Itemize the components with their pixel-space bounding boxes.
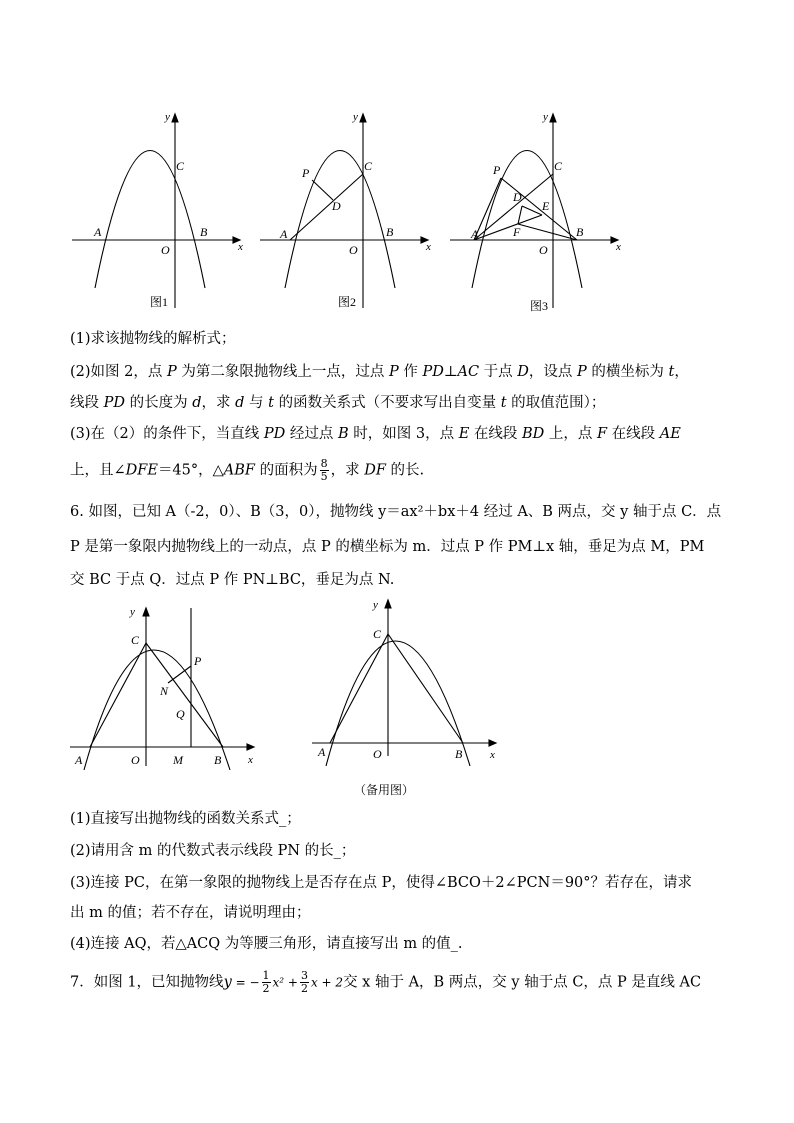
x-axis-arrow-icon (247, 744, 254, 750)
point-a-label: A (471, 227, 479, 241)
q6-sub1: (1)直接写出抛物线的函数关系式_； (70, 811, 301, 827)
segment-de (522, 206, 542, 215)
point-d-label: D (332, 199, 341, 213)
y-axis-arrow-icon (172, 114, 178, 122)
point-p-label: P (302, 166, 310, 180)
y-label: y (353, 111, 358, 123)
point-p-label: P (194, 654, 202, 668)
figure-q6-main (68, 600, 268, 775)
x-label: x (616, 241, 621, 253)
y-label: y (130, 606, 135, 618)
parabola (95, 151, 205, 289)
figure-2 (256, 108, 436, 318)
fraction-8-5: $\frac{8}{5}$ (320, 457, 328, 484)
origin-label: O (373, 747, 382, 761)
x-label: x (238, 241, 243, 253)
figure-1 (68, 108, 248, 318)
point-c-label: C (176, 159, 185, 173)
segment-pd (312, 180, 333, 200)
point-c-label: C (131, 633, 140, 647)
point-c-label: C (373, 627, 382, 641)
q6-sub3-line2: 出 m 的值；若不存在，请说明理由； (70, 905, 311, 921)
q6-line2: P 是第一象限内抛物线上的一动点，点 P 的横坐标为 m．过点 P 作 PM⊥x 轴，垂足为点 M，PM (70, 539, 705, 555)
point-b-label: B (576, 225, 584, 239)
figure-3 (446, 108, 626, 318)
point-m-label: M (173, 753, 183, 767)
figure-3-caption: 图3 (530, 299, 549, 313)
segment-ac (290, 174, 363, 240)
point-q-label: Q (176, 707, 185, 721)
segment-ca (330, 634, 388, 743)
figure-2-caption: 图2 (338, 295, 357, 309)
segment-df (518, 206, 522, 224)
point-f-label: F (513, 225, 521, 239)
y-label: y (373, 599, 378, 611)
segment-cb (388, 634, 463, 743)
fraction-1-2: $\frac{1}{2}$ (262, 969, 270, 996)
point-n-label: N (160, 684, 169, 698)
q5-part2-line1: (2)如图 2，点 P 为第二象限抛物线上一点，过点 P 作 PD⊥AC 于点 D，设点 P 的横坐标为 t， (70, 364, 689, 380)
point-a-label: A (75, 753, 83, 767)
point-c-label: C (364, 159, 373, 173)
parabola (326, 641, 470, 766)
point-a-label: A (94, 225, 102, 239)
fraction-3-2: $\frac{3}{2}$ (300, 969, 308, 996)
x-label: x (426, 241, 431, 253)
y-label: y (165, 111, 170, 123)
point-c-label: C (554, 159, 563, 173)
q6-line3: 交 BC 于点 Q．过点 P 作 PN⊥BC，垂足为点 N. (70, 572, 395, 588)
x-axis-arrow-icon (489, 740, 496, 746)
point-b-label: B (455, 747, 463, 761)
y-label: y (543, 111, 548, 123)
figure-q6-spare-caption: （备用图） (354, 783, 415, 797)
y-axis-arrow-icon (385, 600, 391, 608)
q5-part2-line2: 线段 PD 的长度为 d，求 d 与 t 的函数关系式（不要求写出自变量 t 的取值范围）； (70, 395, 606, 411)
origin-label: O (539, 243, 548, 257)
q6-sub3-line1: (3)连接 PC，在第一象限的抛物线上是否存在点 P，使得∠BCO＋2∠PCN＝90°？若存在，请求 (70, 875, 693, 891)
point-a-label: A (280, 227, 288, 241)
point-p-label: P (493, 163, 501, 177)
q7-line1: 7．如图 1，已知抛物线y = − $\frac{1}{2}$ x² + $\frac{3}{2}$ x + 2交 x 轴于 A，B 两点，交 y 轴于点 C，点 P 是直线 AC (70, 969, 702, 996)
point-b-label: B (386, 225, 394, 239)
q5-part3-line1: (3)在（2）的条件下，当直线 PD 经过点 B 时，如图 3，点 E 在线段 BD 上，点 F 在线段 AE (70, 426, 681, 442)
point-b-label: B (200, 225, 208, 239)
q5-part3-line2: 上，且∠DFE＝45°，△ABF 的面积为 $\frac{8}{5}$ ，求 DF 的长. (70, 457, 425, 484)
origin-label: O (349, 243, 358, 257)
point-e-label: E (542, 199, 550, 213)
q5-part1: (1)求该抛物线的解析式； (70, 331, 236, 347)
x-label: x (490, 749, 495, 761)
parabola (472, 151, 582, 289)
segment-ca (90, 643, 146, 747)
segment-cb (146, 643, 223, 747)
q6-sub2: (2)请用含 m 的代数式表示线段 PN 的长_； (70, 843, 356, 859)
y-axis-arrow-icon (143, 608, 149, 616)
origin-label: O (161, 243, 170, 257)
q6-sub4: (4)连接 AQ，若△ACQ 为等腰三角形，请直接写出 m 的值_. (70, 936, 463, 952)
y-axis-arrow-icon (550, 114, 556, 122)
q6-line1: 6. 如图，已知 A（-2，0）、B（3，0），抛物线 y＝ax²＋bx＋4 经过 A、B 两点，交 y 轴于点 C．点 (70, 504, 722, 520)
point-b-label: B (214, 753, 222, 767)
point-d-label: D (513, 190, 522, 204)
figure-q6-spare (310, 596, 510, 802)
figure-1-caption: 图1 (150, 295, 169, 309)
x-label: x (248, 754, 253, 766)
parabola (84, 650, 230, 770)
origin-label: O (131, 753, 140, 767)
y-axis-arrow-icon (360, 114, 366, 122)
point-a-label: A (318, 745, 326, 759)
